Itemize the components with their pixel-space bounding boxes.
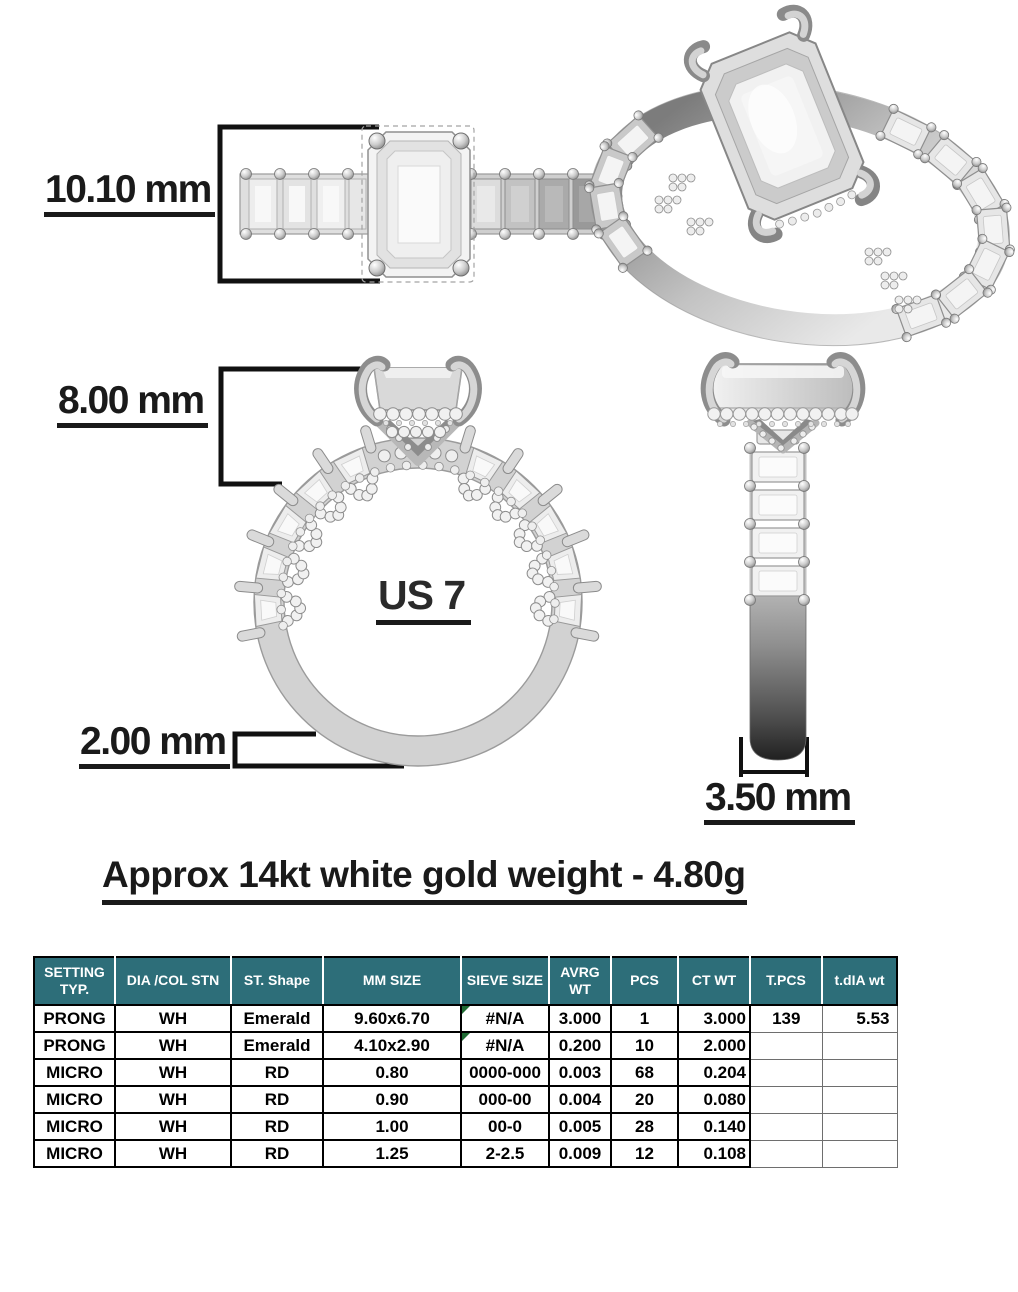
table-cell: 1.00: [323, 1113, 461, 1140]
ring-top-view: [240, 126, 612, 282]
table-cell: MICRO: [34, 1140, 115, 1167]
table-cell: 68: [611, 1059, 678, 1086]
stone-spec-table: [33, 956, 898, 1168]
table-row: [34, 1059, 897, 1086]
table-row: [34, 1086, 897, 1113]
table-cell: 20: [611, 1086, 678, 1113]
table-cell: WH: [115, 1086, 231, 1113]
table-cell: [750, 1113, 822, 1140]
table-cell: 0.108: [678, 1140, 750, 1167]
page-title: Approx 14kt white gold weight - 4.80g: [102, 856, 747, 905]
column-header-t-dia-wt: t.dIA wt: [822, 957, 897, 1005]
table-cell: 12: [611, 1140, 678, 1167]
table-cell: [750, 1059, 822, 1086]
table-cell: WH: [115, 1005, 231, 1032]
table-cell: 1.25: [323, 1140, 461, 1167]
table-cell: 00-0: [461, 1113, 549, 1140]
table-cell: 000-00: [461, 1086, 549, 1113]
table-cell: 5.53: [822, 1005, 897, 1032]
ring-perspective-view: [572, 6, 1018, 374]
table-cell: WH: [115, 1059, 231, 1086]
table-cell: RD: [231, 1059, 323, 1086]
column-header-pcs: PCS: [611, 957, 678, 1005]
table-cell: 1: [611, 1005, 678, 1032]
table-cell: 139: [750, 1005, 822, 1032]
table-cell: 0000-000: [461, 1059, 549, 1086]
table-header-row: [34, 957, 897, 1005]
table-cell: [822, 1032, 897, 1059]
table-row: [34, 1005, 897, 1032]
dimension-label-band-thickness: 2.00 mm: [79, 722, 230, 769]
column-header-dia-col-stn: DIA /COL STN: [115, 957, 231, 1005]
table-cell: 0.009: [549, 1140, 611, 1167]
table-cell: 2-2.5: [461, 1140, 549, 1167]
table-cell: [822, 1086, 897, 1113]
table-cell: Emerald: [231, 1005, 323, 1032]
table-row: [34, 1113, 897, 1140]
table-cell: 3.000: [678, 1005, 750, 1032]
table-cell: 10: [611, 1032, 678, 1059]
table-cell: 2.000: [678, 1032, 750, 1059]
column-header-mm-size: MM SIZE: [323, 957, 461, 1005]
table-cell-error: #N/A: [461, 1032, 549, 1059]
dimension-label-top-width: 10.10 mm: [44, 170, 215, 217]
column-header-t-pcs: T.PCS: [750, 957, 822, 1005]
table-cell: [750, 1086, 822, 1113]
table-cell: MICRO: [34, 1113, 115, 1140]
table-cell: RD: [231, 1140, 323, 1167]
table-row: [34, 1140, 897, 1167]
table-cell: 28: [611, 1113, 678, 1140]
table-cell-error: #N/A: [461, 1005, 549, 1032]
table-cell: [822, 1059, 897, 1086]
table-cell: 0.005: [549, 1113, 611, 1140]
table-cell: 0.90: [323, 1086, 461, 1113]
table-cell: PRONG: [34, 1005, 115, 1032]
table-cell: 0.140: [678, 1113, 750, 1140]
table-cell: [822, 1140, 897, 1167]
table-row: [34, 1032, 897, 1059]
column-header-st-shape: ST. Shape: [231, 957, 323, 1005]
table-cell: 0.80: [323, 1059, 461, 1086]
table-cell: [822, 1113, 897, 1140]
table-cell: 0.204: [678, 1059, 750, 1086]
column-header-ct-wt: CT WT: [678, 957, 750, 1005]
ring-front-view: [234, 362, 601, 766]
table-cell: 0.004: [549, 1086, 611, 1113]
table-cell: 0.200: [549, 1032, 611, 1059]
table-cell: MICRO: [34, 1086, 115, 1113]
table-cell: Emerald: [231, 1032, 323, 1059]
column-header-setting-typ: SETTING TYP.: [34, 957, 115, 1005]
table-cell: MICRO: [34, 1059, 115, 1086]
table-cell: WH: [115, 1032, 231, 1059]
table-cell: 3.000: [549, 1005, 611, 1032]
table-cell: [750, 1140, 822, 1167]
dimension-label-head-height: 8.00 mm: [57, 381, 208, 428]
table-cell: 9.60x6.70: [323, 1005, 461, 1032]
table-cell: 0.003: [549, 1059, 611, 1086]
table-cell: [750, 1032, 822, 1059]
table-cell: RD: [231, 1086, 323, 1113]
table-cell: RD: [231, 1113, 323, 1140]
ring-size-label: US 7: [376, 575, 471, 625]
dimension-label-shank-width: 3.50 mm: [704, 778, 855, 825]
column-header-avrg-wt: AVRG WT: [549, 957, 611, 1005]
perspective-center-stone: [685, 6, 878, 240]
column-header-sieve-size: SIEVE SIZE: [461, 957, 549, 1005]
table-cell: WH: [115, 1140, 231, 1167]
table-cell: 4.10x2.90: [323, 1032, 461, 1059]
top-view-center-stone: [368, 132, 470, 277]
ring-side-view: [707, 359, 859, 760]
table-cell: WH: [115, 1113, 231, 1140]
table-cell: 0.080: [678, 1086, 750, 1113]
table-cell: PRONG: [34, 1032, 115, 1059]
